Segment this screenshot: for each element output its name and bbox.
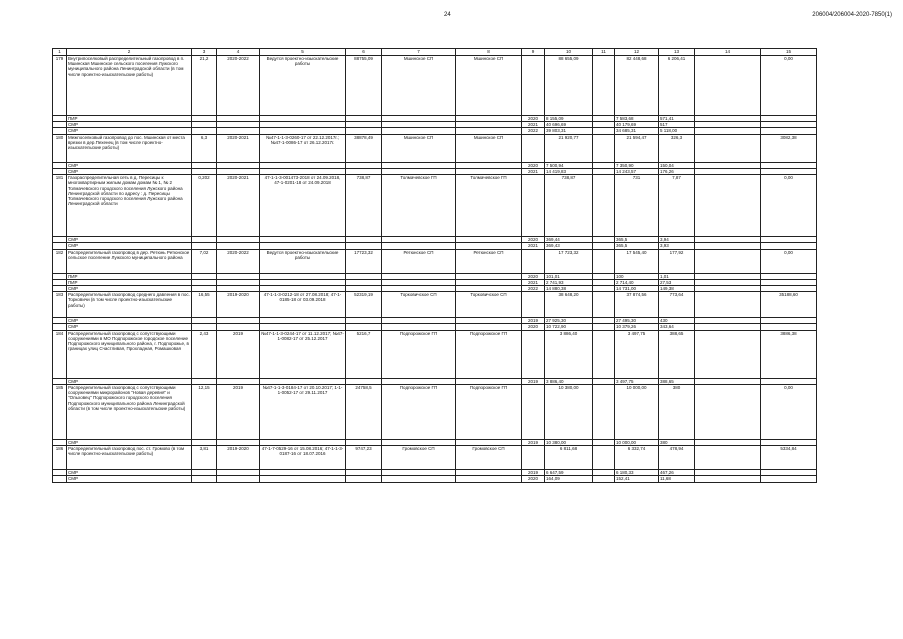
year-cell [522,56,545,116]
period-cell: 2019-2020 [217,292,260,318]
work-type-cell: СМР [67,162,192,168]
amount-cell [593,446,615,470]
amount-cell: 2 714,40 [615,279,659,285]
total-amount-cell: 164,09 [545,476,593,482]
table-row [53,249,817,273]
municipality-cell: Громовское СП [382,446,456,470]
amount-cell: 0,00 [761,384,817,439]
column-header: 14 [695,49,761,56]
amount-cell [695,134,761,162]
table-row [53,56,817,116]
year-cell [522,384,545,439]
amount-cell: 21 594,47 [615,134,659,162]
amount-cell: 10 379,26 [615,324,659,330]
amount-cell: 467,26 [659,470,695,476]
amount-cell: 0,00 [761,175,817,237]
year-cell [522,446,545,470]
amount-cell: 571,41 [659,116,695,122]
work-type-cell: СМР [67,470,192,476]
row-number-cell: 185 [53,384,67,439]
year-cell [522,249,545,273]
empty-cell [761,476,817,482]
amount-cell: 388,65 [659,330,695,378]
amount-cell [695,330,761,378]
amount-cell [695,249,761,273]
documents-cell: №47-1-1-3-0184-17 от 20.10.2017; 1-1-1-0052-17 от 29.11.2017 [260,384,346,439]
settlement-cell: Громовское СП [456,446,522,470]
work-type-cell: СМР [67,243,192,249]
total-amount-cell: 88 655,09 [545,56,593,116]
year-cell [522,330,545,378]
year-cell: 2020 [522,116,545,122]
documents-cell: №47-1-1-3-0244-17 от 11.12.2017; №47-1-0082-17 от 25.12.2017 [260,330,346,378]
work-type-cell: СМР [67,439,192,445]
year-cell [522,175,545,237]
amount-cell [593,134,615,162]
column-header: 5 [260,49,346,56]
amount-cell: 3 497,75 [615,378,659,384]
column-header: 6 [346,49,382,56]
row-number-cell: 181 [53,175,67,237]
total-amount-cell: 738,87 [545,175,593,237]
table-row [53,384,817,439]
work-type-cell: ПИР [67,116,192,122]
amount-cell: 7 350,90 [615,162,659,168]
year-cell: 2019 [522,378,545,384]
work-type-cell: ПИР [67,279,192,285]
table-row [53,446,817,470]
column-header: 9 [522,49,545,56]
amount-cell: 7,87 [659,175,695,237]
amount-cell [593,384,615,439]
year-cell: 2019 [522,318,545,324]
column-header: 4 [217,49,260,56]
table-row [53,292,817,318]
year-cell: 2020 [522,237,545,243]
amount-cell: 380 [659,439,695,445]
amount-cell [593,292,615,318]
total-amount-cell: 14 880,38 [545,285,593,291]
amount-cell: 7 583,68 [615,116,659,122]
empty-cell [593,476,615,482]
amount-cell: 176,26 [659,168,695,174]
object-name-cell: Распределительный газопровод в дер. Ретюнь Ретюнское сельское поселение Лужского муниципального района [67,249,192,273]
settlement-cell: Ретюнское СП [456,249,522,273]
period-cell: 2019 [217,330,260,378]
total-amount-cell: 2 741,93 [545,279,593,285]
year-cell: 2021 [522,122,545,128]
municipality-cell: Подпорожское ГП [382,330,456,378]
amount-cell: 11,68 [659,476,695,482]
amount-cell: 430 [659,318,695,324]
length-cell: 0,202 [192,175,217,237]
municipality-cell: Подпорожское ГП [382,384,456,439]
table-body [53,49,817,483]
row-number-cell: 179 [53,56,67,116]
work-type-cell: СМР [67,168,192,174]
total-amount-cell: 369,44 [545,237,593,243]
cost-cell: 24758,5 [346,384,382,439]
municipality-cell: Ретюнское СП [382,249,456,273]
empty-cell [456,476,522,482]
amount-cell: 343,64 [659,324,695,330]
amount-cell: 365,5 [615,237,659,243]
amount-cell: 773,64 [659,292,695,318]
year-cell: 2019 [522,470,545,476]
total-amount-cell: 8 155,09 [545,116,593,122]
year-cell: 2021 [522,168,545,174]
documents-cell: Ведутся проектно-изыскательские работы [260,249,346,273]
object-name-cell: Распределительный газопровод пос. ст. Громово (в том числе проектно-изыскательские работы) [67,446,192,470]
year-cell: 2021 [522,243,545,249]
amount-cell [695,384,761,439]
object-name-cell: Газораспределительная сеть в д. Пересицы к многоквартирным жилым домам домам № 1, № 2 Толмачевского городского поселения Лужского района Ленинградской области по адресу : д. Пересицы Толмачевского городского поселения Лужского района Ленинградской области [67,175,192,237]
total-amount-cell: 369,43 [545,243,593,249]
amount-cell: 5 118,00 [659,128,695,134]
amount-cell: 3,93 [659,243,695,249]
documents-cell: 47-1-7-0529-16 от 15.08.2016; 47-1-1-3-0187-16 от 18.07.2016 [260,446,346,470]
cost-cell: 38878,49 [346,134,382,162]
header-row [53,49,817,56]
total-amount-cell: 10 722,90 [545,324,593,330]
year-cell: 2020 [522,476,545,482]
period-cell: 2020-2022 [217,249,260,273]
amount-cell [695,446,761,470]
amount-cell: 517 [659,122,695,128]
length-cell: 16,55 [192,292,217,318]
column-header: 3 [192,49,217,56]
total-amount-cell: 6 811,68 [545,446,593,470]
amount-cell: 149,38 [659,285,695,291]
page-number: 24 [444,12,451,18]
work-type-cell: СМР [67,324,192,330]
work-type-cell: СМР [67,378,192,384]
amount-cell: 14 243,57 [615,168,659,174]
year-cell: 2020 [522,324,545,330]
settlement-cell: Торковичское СП [456,292,522,318]
column-header: 13 [659,49,695,56]
amount-cell: 6 332,74 [615,446,659,470]
row-number-cell: 186 [53,446,67,470]
row-number-cell: 184 [53,330,67,378]
row-number-cell: 182 [53,249,67,273]
column-header: 8 [456,49,522,56]
year-cell [522,134,545,162]
amount-cell: 10 000,00 [615,384,659,439]
work-type-cell: СМР [67,318,192,324]
documents-cell: 47-1-1-3-001473-2018 от 24.09.2018, 47-1-0201-18 от 24.09.2018 [260,175,346,237]
work-type-cell: СМР [67,476,192,482]
documents-cell: Ведутся проектно-изыскательские работы [260,56,346,116]
work-type-cell: СМР [67,128,192,134]
cost-cell: 52319,19 [346,292,382,318]
table-row [53,134,817,162]
length-cell: 6,3 [192,134,217,162]
year-cell: 2022 [522,128,545,134]
column-header: 10 [545,49,593,56]
amount-cell: 3082,38 [761,134,817,162]
documents-cell: №47-1-1-3-0260-17 от 22.12.2017г.; №47-1-0086-17 от 26.12.2017г. [260,134,346,162]
amount-cell: 35188,60 [761,292,817,318]
amount-cell [593,330,615,378]
row-number-cell: 183 [53,292,67,318]
work-type-cell: ПИР [67,273,192,279]
row-number-cell: 180 [53,134,67,162]
amount-cell: 326,3 [659,134,695,162]
amount-cell: 3886,38 [761,330,817,378]
total-amount-cell: 101,01 [545,273,593,279]
amount-cell: 478,94 [659,446,695,470]
settlement-cell: Мшинское СП [456,56,522,116]
work-type-cell: СМР [67,122,192,128]
cost-cell: 88755,09 [346,56,382,116]
empty-cell [53,476,67,482]
period-cell: 2020-2021 [217,134,260,162]
period-cell: 2020-2021 [217,175,260,237]
amount-cell [695,292,761,318]
amount-cell: 731 [615,175,659,237]
total-amount-cell: 10 380,00 [545,384,593,439]
amount-cell: 6 180,33 [615,470,659,476]
amount-cell: 380 [659,384,695,439]
municipality-cell: Мшинское СП [382,56,456,116]
work-type-cell: СМР [67,285,192,291]
total-amount-cell: 39 803,31 [545,128,593,134]
total-amount-cell: 3 886,40 [545,378,593,384]
settlement-cell: Подпорожское ГП [456,330,522,378]
settlement-cell: Толмачевское ГП [456,175,522,237]
municipality-cell: Торковичское СП [382,292,456,318]
cost-cell: 5216,7 [346,330,382,378]
empty-cell [260,476,346,482]
amount-cell: 0,00 [761,249,817,273]
amount-cell: 3,94 [659,237,695,243]
total-amount-cell: 6 647,59 [545,470,593,476]
total-amount-cell: 40 696,69 [545,122,593,128]
amount-cell: 17 545,40 [615,249,659,273]
amount-cell: 177,92 [659,249,695,273]
empty-cell [382,476,456,482]
settlement-cell: Подпорожское ГП [456,384,522,439]
total-amount-cell: 17 723,32 [545,249,593,273]
object-name-cell: Распределительный газопровод с сопутствующими сооружениями микрорайонов "Новая деревня" и "Ольховец" Подпорожского городского поселения Подпорожского муниципального района Ленинградской области (в том числе проектно-изыскательские работы) [67,384,192,439]
period-cell: 2019-2020 [217,446,260,470]
amount-cell [593,249,615,273]
total-amount-cell: 38 648,20 [545,292,593,318]
object-name-cell: Внутрипоселковый распределительный газопровод в п. Мшинская Мшинское сельского поселения Лужского муниципального района Ленинградской области (в том числе проектно-изыскательские работы) [67,56,192,116]
amount-cell: 14 731,00 [615,285,659,291]
amount-cell: 27,53 [659,279,695,285]
amount-cell [593,175,615,237]
amount-cell: 388,65 [659,378,695,384]
column-header: 7 [382,49,456,56]
cost-cell: 17723,32 [346,249,382,273]
amount-cell: 0,00 [761,56,817,116]
column-header: 12 [615,49,659,56]
settlement-cell: Мшинское СП [456,134,522,162]
table-row [53,175,817,237]
table-row [53,330,817,378]
amount-cell: 5334,84 [761,446,817,470]
column-header: 2 [67,49,192,56]
year-cell: 2019 [522,439,545,445]
length-cell: 21,2 [192,56,217,116]
amount-cell: 150,04 [659,162,695,168]
amount-cell: 100 [615,273,659,279]
total-amount-cell: 27 925,30 [545,318,593,324]
amount-cell: 82 448,68 [615,56,659,116]
cost-cell: 9747,23 [346,446,382,470]
municipality-cell: Толмачевское ГП [382,175,456,237]
year-cell: 2021 [522,279,545,285]
year-cell: 2020 [522,273,545,279]
column-header: 11 [593,49,615,56]
empty-cell [346,476,382,482]
year-cell [522,292,545,318]
register-table [52,48,817,483]
total-amount-cell: 7 500,94 [545,162,593,168]
cost-cell: 738,87 [346,175,382,237]
amount-cell: 10 000,00 [615,439,659,445]
year-cell: 2022 [522,285,545,291]
amount-cell [593,56,615,116]
empty-cell [695,476,761,482]
amount-cell [695,56,761,116]
length-cell: 12,15 [192,384,217,439]
empty-cell [192,476,217,482]
municipality-cell: Мшинское СП [382,134,456,162]
year-cell: 2020 [522,162,545,168]
total-amount-cell: 10 380,00 [545,439,593,445]
total-amount-cell: 3 886,40 [545,330,593,378]
empty-cell [217,476,260,482]
amount-cell: 6 206,41 [659,56,695,116]
stage-row [53,476,817,482]
object-name-cell: Распределительный газопровод с сопутствующими сооружениями в МО Подпорожское городское поселение Подпорожского муниципального района, г. Подпорожье, в границах улиц Счастливая, Прохладная, Ромашковая [67,330,192,378]
total-amount-cell: 14 419,83 [545,168,593,174]
object-name-cell: Межпоселковый газопровод до пос. Мшинская от места врезки в дер.Пехенец (в том числе проектно-изыскательские работы) [67,134,192,162]
amount-cell [695,175,761,237]
work-type-cell: СМР [67,237,192,243]
period-cell: 2020-2022 [217,56,260,116]
amount-cell: 37 874,56 [615,292,659,318]
amount-cell: 27 495,30 [615,318,659,324]
amount-cell: 40 179,69 [615,122,659,128]
length-cell: 3,81 [192,446,217,470]
period-cell: 2019 [217,384,260,439]
length-cell: 2,43 [192,330,217,378]
amount-cell: 365,5 [615,243,659,249]
column-header: 15 [761,49,817,56]
amount-cell: 3 497,75 [615,330,659,378]
amount-cell: 1,01 [659,273,695,279]
amount-cell: 152,41 [615,476,659,482]
object-name-cell: Распределительный газопровод среднего давления в пос. Торковичи (в том числе проектно-изыскательские работы) [67,292,192,318]
document-code: 206004/206004-2020-7850(1) [812,12,892,18]
total-amount-cell: 21 920,77 [545,134,593,162]
amount-cell: 34 685,31 [615,128,659,134]
documents-cell: 47-1-1-3-0212-18 от 27.08.2018; 47-1-0185-18 от 03.09.2018 [260,292,346,318]
length-cell: 7,02 [192,249,217,273]
column-header: 1 [53,49,67,56]
